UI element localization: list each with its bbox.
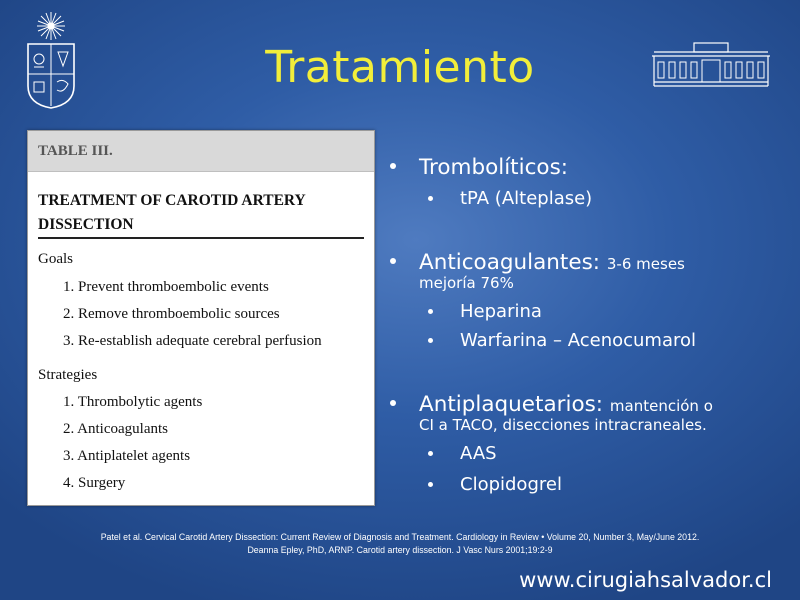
goal-item: 3. Re-establish adequate cerebral perfusion bbox=[63, 333, 322, 349]
sub-bullet-dot-icon bbox=[428, 482, 433, 487]
bullet-note: 3-6 meses bbox=[606, 255, 685, 273]
bullet-label: Antiplaquetarios: bbox=[419, 392, 604, 417]
bullet-continuation: CI a TACO, disecciones intracraneales. bbox=[419, 416, 707, 434]
strategies-label: Strategies bbox=[38, 367, 98, 383]
table-header-bar bbox=[28, 131, 374, 172]
building-facade-icon bbox=[650, 38, 772, 88]
sub-bullet-dot-icon bbox=[428, 196, 433, 201]
table-title bbox=[38, 189, 373, 237]
reference-line: Patel et al. Cervical Carotid Artery Dissection: Current Review of Diagnosis and Treatment. Cardiology in Review • Volume 20, Number 3, May/June 2012. bbox=[100, 532, 700, 542]
bullet-note: mantención o bbox=[609, 397, 713, 415]
bullet-label: Trombolíticos: bbox=[419, 155, 569, 180]
bullet-dot-icon bbox=[390, 163, 396, 169]
table-title-line: TREATMENT OF CAROTID ARTERY bbox=[38, 192, 306, 209]
strategy-item: 3. Antiplatelet agents bbox=[63, 448, 191, 464]
website-url: www.cirugiahsalvador.cl bbox=[519, 568, 772, 592]
table-title-line: DISSECTION bbox=[38, 216, 134, 233]
goal-item: 1. Prevent thromboembolic events bbox=[63, 279, 269, 295]
sub-bullet-dot-icon bbox=[428, 451, 433, 456]
bullet-continuation: mejoría 76% bbox=[419, 274, 514, 292]
sub-bullet-dot-icon bbox=[428, 338, 433, 343]
goals-label: Goals bbox=[38, 251, 73, 267]
bullet-dot-icon bbox=[390, 400, 396, 406]
bullet-label: Anticoagulantes: bbox=[419, 250, 601, 275]
table-divider bbox=[38, 237, 364, 239]
treatment-table bbox=[27, 130, 375, 506]
slide-title: Tratamiento bbox=[265, 42, 535, 93]
sub-bullet-label: AAS bbox=[460, 443, 497, 464]
goal-item: 2. Remove thromboembolic sources bbox=[63, 306, 280, 322]
sub-bullet-dot-icon bbox=[428, 309, 433, 314]
references bbox=[0, 531, 800, 557]
strategy-item: 1. Thrombolytic agents bbox=[63, 394, 203, 410]
sub-bullet-label: Heparina bbox=[460, 301, 542, 322]
sub-bullet-label: tPA (Alteplase) bbox=[460, 188, 593, 209]
strategy-item: 4. Surgery bbox=[63, 475, 126, 491]
reference-line: Deanna Epley, PhD, ARNP. Carotid artery dissection. J Vasc Nurs 2001;19:2-9 bbox=[247, 545, 553, 555]
sub-bullet-label: Warfarina – Acenocumarol bbox=[460, 330, 697, 351]
bullet-dot-icon bbox=[390, 258, 396, 264]
table-number: TABLE III. bbox=[38, 143, 113, 159]
sub-bullet-label: Clopidogrel bbox=[460, 474, 562, 495]
strategy-item: 2. Anticoagulants bbox=[63, 421, 168, 437]
